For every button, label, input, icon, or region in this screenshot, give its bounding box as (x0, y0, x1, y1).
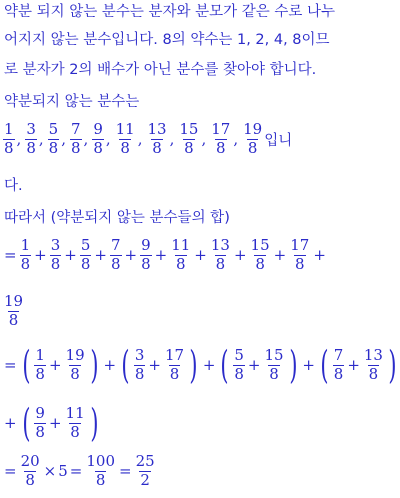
fraction (85, 454, 116, 489)
denominator: 8 (294, 254, 305, 273)
fraction (50, 238, 62, 273)
numerator: 15 (179, 120, 199, 138)
numerator: 17 (211, 120, 231, 138)
parenthesized-sum (19, 343, 102, 387)
numerator: 9 (141, 236, 151, 254)
open-paren: ( (320, 343, 329, 387)
plus-sign: + (124, 246, 138, 265)
numerator: 15 (264, 345, 284, 364)
sum-expression-row (2, 238, 328, 273)
fraction (363, 345, 384, 383)
fraction (178, 122, 199, 157)
text-line-4: 약분되지 않는 분수는 (4, 94, 140, 110)
numerator: 5 (234, 345, 244, 364)
text-line-2: 어지지 않는 분수입니다. 8의 약수는 1, 2, 4, 8이므 (4, 32, 330, 48)
fraction (80, 238, 92, 273)
fraction (333, 345, 345, 383)
plus-sign: + (94, 246, 107, 265)
text-line-1: 약분 되지 않는 분수는 분자와 분모가 같은 수로 나누 (4, 4, 336, 20)
comma: , (105, 130, 111, 149)
comma: , (201, 130, 207, 149)
fraction (110, 238, 122, 273)
denominator: 8 (26, 138, 36, 157)
text-line-3: 로 분자가 2의 배수가 아닌 분수를 찾아야 합니다. (4, 62, 317, 78)
plus-sign: + (4, 414, 17, 432)
text-line-6: 다. (4, 178, 23, 194)
numerator: 13 (363, 345, 383, 364)
denominator: 8 (269, 364, 279, 383)
denominator: 8 (4, 138, 14, 157)
denominator: 8 (215, 254, 226, 273)
plus-sign: + (64, 246, 77, 265)
denominator: 8 (35, 364, 45, 383)
denominator: 8 (93, 138, 103, 157)
numerator: 7 (70, 120, 81, 138)
numerator: 3 (26, 120, 36, 138)
numerator: 25 (135, 452, 155, 470)
numerator: 5 (80, 236, 91, 254)
denominator: 8 (333, 364, 344, 383)
plus-sign: + (302, 356, 315, 374)
fraction-list-suffix: 입니 (264, 132, 293, 149)
plus-sign: + (313, 246, 326, 265)
plus-sign: + (247, 356, 261, 374)
paired-sum-row (2, 343, 400, 387)
numerator: 19 (65, 345, 85, 364)
numerator: 100 (86, 452, 116, 470)
comma: , (233, 130, 239, 149)
denominator: 8 (134, 364, 145, 383)
denominator: 8 (35, 422, 45, 441)
numerator: 19 (243, 120, 263, 138)
denominator: 8 (50, 254, 61, 273)
denominator: 8 (80, 254, 91, 273)
close-paren: ) (89, 401, 99, 445)
fraction (134, 345, 146, 383)
close-paren: ) (288, 343, 298, 387)
numerator: 9 (35, 403, 45, 422)
comma: , (137, 130, 143, 149)
numerator: 7 (333, 345, 344, 364)
numerator: 1 (35, 345, 45, 364)
fraction (250, 238, 271, 273)
final-result-row (2, 454, 157, 489)
denominator: 8 (120, 138, 130, 157)
fraction (3, 294, 24, 329)
numerator: 17 (290, 236, 310, 254)
fraction (135, 454, 156, 489)
open-paren: ( (121, 343, 130, 387)
equals-sign: = (4, 462, 17, 481)
numerator: 9 (93, 120, 103, 138)
numerator: 3 (50, 236, 61, 254)
denominator: 8 (141, 254, 151, 273)
close-paren: ) (89, 343, 99, 387)
fraction (25, 122, 37, 157)
plus-sign: + (273, 246, 287, 265)
text-line-7: 따라서 (약분되지 않는 분수들의 합) (4, 210, 230, 226)
denominator: 8 (70, 422, 80, 441)
fraction (34, 403, 46, 441)
numerator: 19 (4, 292, 24, 310)
parenthesized-sum (19, 401, 102, 445)
plus-sign: + (148, 356, 161, 374)
fraction (65, 403, 86, 441)
fraction (210, 122, 231, 157)
sum-expression-continuation (2, 294, 25, 329)
parenthesized-sum (118, 343, 201, 387)
fraction (140, 238, 152, 273)
plus-sign: + (34, 246, 47, 265)
denominator: 8 (110, 254, 121, 273)
close-paren: ) (189, 343, 198, 387)
equals-sign: = (4, 356, 17, 374)
denominator: 8 (25, 470, 35, 489)
numerator: 7 (110, 236, 121, 254)
parenthesized-sum (217, 343, 300, 387)
fraction-list-row (2, 122, 292, 157)
plus-sign: + (202, 356, 216, 374)
plus-sign: + (103, 356, 117, 374)
fraction (170, 238, 191, 273)
denominator: 8 (8, 310, 19, 329)
comma: , (16, 130, 22, 149)
numerator: 3 (134, 345, 145, 364)
numerator: 17 (164, 345, 185, 364)
comma: , (83, 130, 89, 149)
fraction (3, 122, 15, 157)
fraction (263, 345, 284, 383)
denominator: 8 (234, 364, 244, 383)
fraction (20, 454, 41, 489)
fraction (147, 122, 168, 157)
fraction (210, 238, 231, 273)
denominator: 8 (70, 364, 80, 383)
numerator: 1 (4, 120, 14, 138)
fraction (242, 122, 263, 157)
fraction (20, 238, 32, 273)
numerator: 5 (48, 120, 59, 138)
plus-sign: + (48, 356, 62, 374)
denominator: 8 (152, 138, 162, 157)
equals-sign: = (69, 462, 83, 481)
fraction (115, 122, 136, 157)
plus-sign: + (48, 414, 62, 432)
plus-sign: + (154, 246, 168, 265)
denominator: 8 (368, 364, 379, 383)
comma: , (38, 130, 44, 149)
open-paren: ( (21, 401, 31, 445)
denominator: 8 (169, 364, 180, 383)
fraction (70, 122, 82, 157)
plus-sign: + (233, 246, 247, 265)
fraction (65, 345, 86, 383)
fraction (233, 345, 245, 383)
multiplier: 5 (58, 462, 68, 481)
numerator: 11 (171, 236, 191, 254)
parenthesized-sum (317, 343, 400, 387)
denominator: 8 (20, 254, 31, 273)
close-paren: ) (388, 343, 397, 387)
plus-sign: + (194, 246, 207, 265)
fraction (164, 345, 185, 383)
paired-sum-continuation (2, 401, 101, 445)
numerator: 1 (20, 236, 31, 254)
fraction (289, 238, 310, 273)
denominator: 8 (70, 138, 81, 157)
denominator: 2 (140, 470, 150, 489)
fraction (92, 122, 104, 157)
numerator: 20 (20, 452, 40, 470)
fraction (34, 345, 46, 383)
denominator: 8 (216, 138, 226, 157)
denominator: 8 (48, 138, 59, 157)
plus-sign: + (347, 356, 360, 374)
denominator: 8 (184, 138, 194, 157)
numerator: 13 (147, 120, 167, 138)
open-paren: ( (220, 343, 229, 387)
numerator: 13 (210, 236, 230, 254)
denominator: 8 (247, 138, 258, 157)
open-paren: ( (21, 343, 31, 387)
denominator: 8 (95, 470, 106, 489)
numerator: 15 (250, 236, 270, 254)
times-sign: × (43, 462, 57, 481)
comma: , (61, 130, 66, 149)
comma: , (169, 130, 175, 149)
numerator: 11 (115, 120, 135, 138)
equals-sign: = (119, 462, 132, 481)
fraction (48, 122, 60, 157)
denominator: 8 (175, 254, 186, 273)
denominator: 8 (255, 254, 265, 273)
numerator: 11 (65, 403, 85, 422)
equals-sign: = (4, 246, 17, 265)
